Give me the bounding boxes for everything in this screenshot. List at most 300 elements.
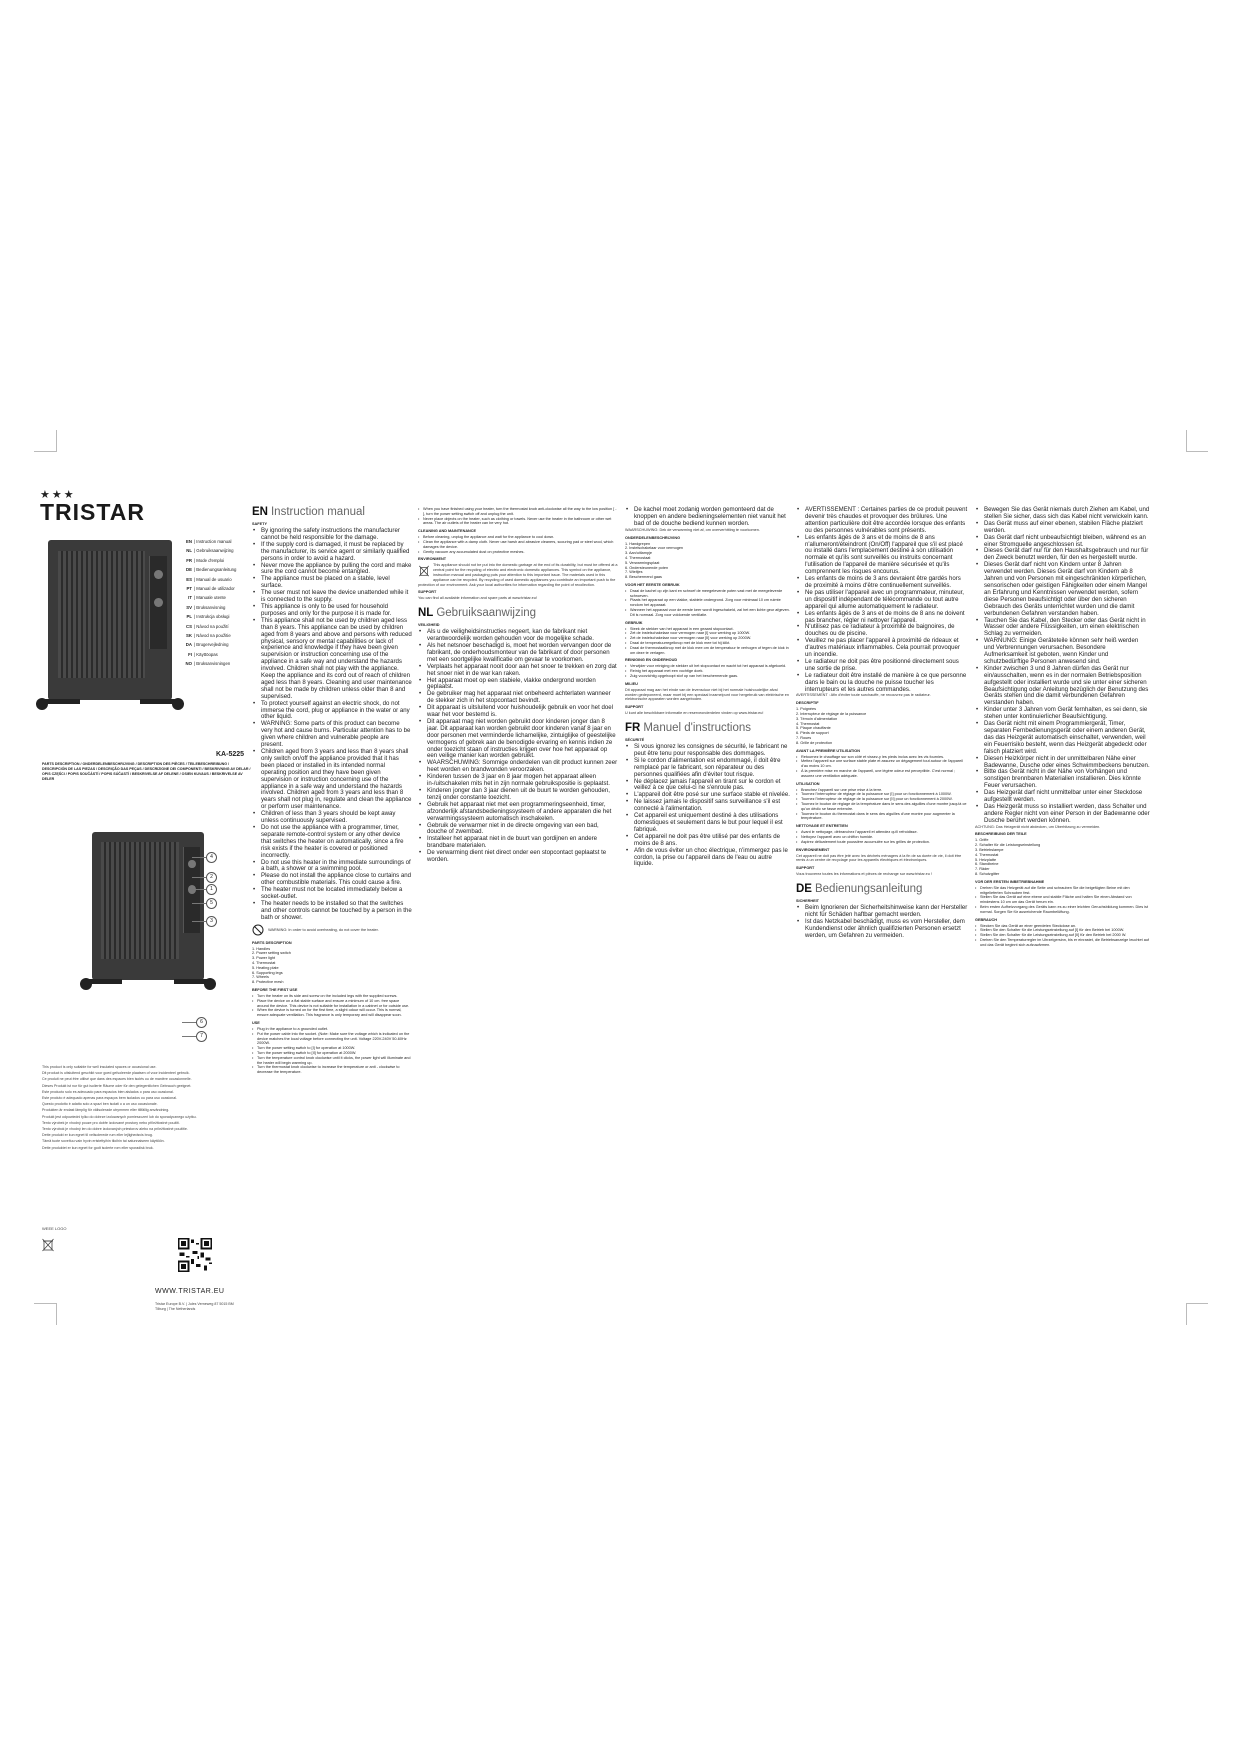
language-item [180,659,246,668]
list-item: • Never move the appliance by pulling the cord and make sure the cord cannot become entangled. [261,563,412,577]
safety-heading: SICHERHEIT [796,898,819,903]
warning-note [252,922,412,938]
list-item: 2. Instelschakelaar voor vermogen [625,546,684,551]
section-title [796,883,968,896]
list-item: • Wanneer het apparaat voor de eerste keer wordt ingeschakeld, zal het een lichte geur afgeven. Dit is normaal. Zorg voor voldoende ventilatie. [630,608,790,618]
list-item: 3. Témoin d'alimentation [796,716,838,721]
list-item: • Turn the thermostat knob clockwise to increase the temperature or anti - clockwise to decrease the temperature. [257,1065,412,1075]
list-item: 3. Betriebslampe [975,848,1004,853]
list-item: • If the supply cord is damaged, it must be replaced by the manufacturer, its service agent or similarly qualified persons in order to avoid a hazard. [261,542,412,563]
product-disclaimers [42,1064,242,1151]
list-item: • Retournez le chauffage sur son côté et vissez-y les pieds inclus avec les vis fournies. [801,755,968,760]
language-item [180,603,246,612]
disclaimer-line: Tento výrobek je vhodný pouze pro dobře izolované prostory nebo příležitostné použití. [42,1120,181,1125]
disclaimer-line: Dieses Produkt ist nur für gut isolierte Räume oder für den gelegentlichen Gebrauch geeignet. [42,1083,192,1088]
safety-list [252,528,412,922]
list-item: • Branchez l'appareil sur une prise mise à la terre. [801,788,968,793]
environment-text: Cet appareil ne doit pas être jeté avec les déchets ménagers à la fin de sa durée de vie, il doit être remis à un centre de recyclage pour les appareils électriques et électroniques. [796,853,962,863]
use-list [252,1027,412,1075]
list-item: • Turn the power setting switch to [II] for operation at 2000W. [257,1051,412,1056]
manual-section-en [252,506,412,1075]
wheel-icon [80,978,92,990]
company-address: Tristar Europe B.V. | Jules Verneweg 87 5015 BM Tilburg | The Netherlands [155,1302,234,1311]
crop-mark [56,430,57,452]
list-item: • Gebruik de verwarmer niet in de directe omgeving van een bad, douche of zwembad. [427,823,618,837]
environment-heading: MILIEU [625,681,638,686]
list-item: 7. Räder [975,867,990,872]
language-item [180,556,246,565]
list-item: • Les enfants de moins de 3 ans devraient être gardés hors de proximité à moins d'être continuellement surveillés. [805,576,968,590]
brand-logo [40,488,145,526]
section-title [625,722,790,735]
environment-text [418,563,618,587]
list-item: • N'utilisez pas ce radiateur à proximité de baignoires, de douches ou de piscine. [805,624,968,638]
callout-line [192,877,206,878]
list-item: • Les enfants âgés de 3 ans et de moins de 8 ans ne doivent pas brancher, régler ni nettoyer l'appareil. [805,611,968,625]
list-item: • Diesen Heizkörper nicht in der unmittelbaren Nähe einer Badewanne, Dusche oder eines Schwimmbeckens benutzen. [984,756,1150,770]
wheel-icon [172,698,184,710]
parts-list [625,542,790,580]
list-item: • Si vous ignorez les consignes de sécurité, le fabricant ne peut être tenu pour responsable des dommages. [634,744,790,758]
support-text: You can find all available information and spare parts at www.tristar.eu! [418,596,537,601]
environment-text: Dit apparaat mag aan het einde van de levensduur niet bij het normale huishoudelijke afval worden gedeponeerd, maar moet bij een speciaal inzamelpunt voor hergebruik van elektrische en elektronische apparaten worden aangeboden. [625,687,789,702]
callout-number: 7 [196,1031,207,1042]
language-item [180,650,246,659]
disclaimer-line: This product is only suitable for well insulated spaces or occasional use. [42,1065,157,1069]
list-item: • WARNING: Some parts of this product can become very hot and cause burns. Particular attention has to be given where children and vulnerable people are present. [261,721,412,749]
list-item: • Draai de kachel op zijn kant en schroef de meegeleverde poten vast met de meegeleverde schroeven. [630,589,790,599]
list-item: • Si le cordon d'alimentation est endommagé, il doit être remplacé par le fabricant, son réparateur ou des personnes qualifiées afin d'éviter tout risque. [634,758,790,779]
use-heading: USE [252,1021,260,1026]
list-item: • Dit apparaat mag niet worden gebruikt door kinderen jonger dan 8 jaar. Dit apparaat kan worden gebruikt door kinderen vanaf 8 jaar en door personen met verminderde lichamelijke, zintuiglijke of geestelijke vermogens of gebrek aan de benodigde ervaring en kennis indien ze onder toezicht staan of instructies krijgen over hoe het apparaat op een veilige manier kan worden gebruikt. [427,719,618,760]
list-item: • This appliance is only to be used for household purposes and only for the purpose it is made for. [261,604,412,618]
crop-mark [1186,1303,1208,1304]
language-label: | Bruksanvisningen [194,661,231,667]
list-item: • Before cleaning, unplug the appliance and wait for the appliance to cool down. [423,535,618,540]
section-title-text: Bedienungsanleitung [814,882,923,895]
language-code: SK [186,633,192,639]
list-item: • The heater needs to be installed so that the switches and other controls cannot be touched by a person in the bath or shower. [261,901,412,922]
language-label: | Manuale utente [194,595,226,601]
list-item: 1. Handgrepen [625,541,651,546]
section-title-text: Instruction manual [270,506,365,518]
language-code: EN [186,539,192,544]
callout-number: 1 [206,884,217,895]
website-link[interactable]: WWW.TRISTAR.EU [155,1288,225,1295]
callout-line [182,1036,196,1037]
list-item: • Mettez l'appareil sur une surface stable plate et assurez un dégagement tout autour de l'appareil d'au moins 10 cm. [801,759,968,769]
language-item [180,631,246,640]
language-code: FI [188,651,192,657]
list-item: • When you have finished using your heater, turn the thermostat knob anti-clockwise all the way to the low position [ - ], turn the power setting switch off and unplug the unit. [423,507,618,517]
parts-heading: PARTS DESCRIPTION [252,940,292,945]
list-item: • Das Gerät muss auf einer ebenen, stabilen Fläche platziert werden. [984,521,1150,535]
list-item: • Le radiateur ne doit pas être positionné directement sous une sortie de prise. [805,659,968,673]
language-label: | Instrukcja obsługi [194,614,230,620]
language-code: NO [185,661,192,667]
list-item: • Turn the temperature control knob clockwise until it clicks, the power light will illuminate and the heater will begin warming up. [257,1056,412,1066]
list-item: • Aspirez délicatement toute poussière accumulée sur les grilles de protection. [801,840,968,845]
language-item [180,584,246,593]
list-item: • Tournez le bouton de réglage de la température dans le sens des aiguilles d'une montre jusqu'à ce qu'un déclic se fasse entendre. [801,802,968,812]
list-item: • Reinig het apparaat met een vochtige doek. [630,669,790,674]
disclaimer-line: Questo prodotto è adatto solo a spazi ben isolati o a un uso occasionale. [42,1102,158,1107]
list-item: • Kinder unter 3 Jahren vom Gerät fernhalten, es sei denn, sie stehen unter kontinuierlicher Beaufsichtigung. [984,707,1150,721]
manual-section-fr-continued [796,507,968,940]
list-item: • Zuig voorzichtig opgehoopt stof op van het beschermende gaas. [630,674,790,679]
list-item: • Plug in the appliance to a grounded outlet. [257,1027,412,1032]
language-code: EN [252,506,268,518]
list-item: • Ist das Netzkabel beschädigt, muss es vom Hersteller, dem Kundendienst oder ähnlich qualifizierten Personen ersetzt werden, um Gefahren zu vermeiden. [805,919,968,940]
list-item: 6. Standbeine [975,862,999,867]
language-item [180,622,246,631]
callout-line [182,1022,196,1023]
parts-list [252,947,412,985]
list-item: • WARNUNG: Einige Geräteteile können sehr heiß werden und Verbrennungen verursachen. Besondere Aufmerksamkeit ist geboten, wenn Kinder und schutzbedürftige Personen anwesend sind. [984,638,1150,666]
callout-number: 5 [206,898,217,909]
list-item: • The heater must not be located immediately below a socket-outlet. [261,887,412,901]
list-item: • Bitte das Gerät nicht in der Nähe von Vorhängen und sonstigen brennbaren Materialien installieren. Dies könnte Feuer verursachen. [984,769,1150,790]
section-title [418,607,618,620]
list-item: • Draai de temperatuurregelknop met de klok mee tot hij klikt. [630,641,790,646]
list-item: 4. Thermostat [796,721,820,726]
environment-body: This appliance should not be put into the domestic garbage at the end of its durability, but must be offered at a central point for the recycling of electric and electronic domestic appliances. This symbol on the appliance, instruction manual and packaging puts your attention to this important issue. The materials used in this appliance can be recycled. By recycling of used domestic appliances you contribute an important push to the protection of our environment. Ask your local authorities for information regarding the point of recollection. [418,563,618,587]
list-item: • Do not use the appliance with a programmer, timer, separate remote-control system or any other device that switches the heater on automatically, since a fire risk exists if the heater is covered or positioned incorrectly. [261,825,412,860]
list-item: • Das Gerät darf nicht unbeaufsichtigt bleiben, während es an einer Stromquelle angeschlossen ist. [984,535,1150,549]
list-item: • De kachel moet zodanig worden gemonteerd dat de knoppen en andere bedieningselementen niet vanuit het bad of de douche bediend kunnen worden. [634,507,790,528]
list-item: • Gebruik het apparaat niet met een programmeringseenheid, timer, afzonderlijk afstandsbedieningssysteem of andere apparaten die het verwarmingssysteem automatisch inschakelen. [427,802,618,823]
qr-code-icon [178,1238,212,1272]
list-item: • Als u de veiligheidsinstructies negeert, kan de fabrikant niet verantwoordelijk worden gehouden voor de mogelijke schade. [427,629,618,643]
warning-note-text: WARNING: In order to avoid overheating, do not cover the heater. [268,927,379,932]
use-list [625,627,790,656]
warning-note: AVERTISSEMENT : Afin d'éviter toute surchauffe, ne recouvrez pas le radiateur. [796,693,931,698]
list-item: • Turn the power setting switch to [I] for operation at 1000W. [257,1046,412,1051]
crop-mark [1186,1303,1187,1325]
language-item [180,593,246,602]
use-list-continued [418,507,618,526]
cleaning-list [418,535,618,554]
language-label: | Gebruiksaanwijzing [194,548,234,554]
disclaimer-line: Ce produit ne peut être utilisé que dans des espaces bien isolés ou de manière occasionnelle. [42,1077,192,1082]
language-code: NL [186,548,192,554]
use-heading: GEBRAUCH [975,917,997,922]
parts-list [975,838,1150,876]
language-label: | Mode d'emploi [194,557,225,563]
language-item [180,640,246,649]
first-use-heading: AVANT LA PREMIÈRE UTILISATION [796,748,860,753]
language-item [180,565,246,574]
disclaimer-line: Este producto solo es adecuado para espacios bien aislados o para uso ocasional. [42,1089,174,1094]
list-item: 2. Power setting switch [252,951,291,956]
list-item: 2. Interrupteur de réglage de la puissance [796,712,867,717]
support-heading: SUPPORT [625,705,644,710]
list-item: • Dit apparaat is uitsluitend voor huishoudelijk gebruik en voor het doel waar het voor bestemd is. [427,705,618,719]
language-code: SV [186,604,192,610]
list-item: • Das Heizgerät darf nicht unmittelbar unter einer Steckdose aufgestellt werden. [984,790,1150,804]
list-item: • L'appareil doit être posé sur une surface stable et nivelée. [634,792,790,799]
list-item: • This appliance shall not be used by children aged less than 8 years. This appliance can be used by children aged from 8 years and above and persons with reduced physical, sensory or mental capabilities or lack of experience and knowledge if they have been given supervision or instruction concerning use of the appliance in a safe way and understand the hazards involved. Children shall not play with the appliance. Keep the appliance and its cord out of reach of children aged less than 8 years. Cleaning and user maintenance shall not be made by children unless older than 8 and supervised. [261,618,412,701]
list-item: • Do not use this heater in the immediate surroundings of a bath, a shower or a swimming pool. [261,860,412,874]
disclaimer-line: Tento výrobok je vhodný len do dobre izolovaných priestorov alebo na príležitostné použitie. [42,1127,188,1132]
first-use-list [252,994,412,1018]
list-item: 1. Griffe [975,838,989,843]
list-item: • Das Gerät nicht mit einem Programmiergerät, Timer, separaten Fernbedienungsgerät oder einem anderen Gerät, das das Heizgerät automatisch einschaltet, verwenden, weil ein Feuerrisiko besteht, wenn das Heizgerät abgedeckt oder falsch platziert wird. [984,721,1150,756]
support-text: U kunt alle beschikbare informatie en reserveonderdelen vinden op www.tristar.eu! [625,711,764,716]
list-item: • Never place objects on the heater, such as clothing or towels. Never use the heater in the bathroom or other wet areas. The air outlets of the heater can be very hot. [423,517,618,527]
list-item: 8. Grille de protection [796,740,833,745]
list-item: • Kinderen tussen de 3 jaar en 8 jaar mogen het apparaat alleen in-/uitschakelen mits het in zijn normale gebruikspositie is geplaatst. [427,774,618,788]
list-item: 5. Heizplatte [975,857,997,862]
language-code: CS [186,623,192,629]
language-item [180,575,246,584]
section-title-text: Gebruiksaanwijzing [436,607,537,620]
list-item: • Beim Ignorieren der Sicherheitshinweise kann der Hersteller nicht für Schäden haftbar gemacht werden. [805,905,968,919]
callout-number: 4 [206,852,217,863]
language-code: DE [186,567,192,573]
manual-section-en-continued [418,507,618,864]
list-item: 5. Verwarmingsplaat [625,560,660,565]
list-item: • Stellen Sie den Schalter für die Leistungseinstellung auf [I] für den Betrieb bei 1000W. [980,928,1150,933]
parts-heading: ONDERDELENBESCHRIJVING [625,535,681,540]
safety-list [625,744,790,868]
parts-list [796,707,968,745]
thermostat-knob-icon [154,570,163,579]
disclaimer-line: Tämä tuote soveltuu vain hyvin eristettyihin tiloihin tai satunnaiseen käyttöön. [42,1139,165,1144]
list-item: • Nettoyez l'appareil avec un chiffon humide. [801,835,968,840]
list-item: • Bewegen Sie das Gerät niemals durch Ziehen am Kabel, und stellen Sie sicher, dass sich das Kabel nicht verwickeln kann. [984,507,1150,521]
safety-list-continued [975,507,1150,825]
safety-list [418,629,618,864]
callout-line [192,921,206,922]
list-item: • De verwarming dient niet direct onder een stopcontact geplaatst te worden. [427,850,618,864]
list-item: 6. Pieds de support [796,731,829,736]
list-item: • Beim ersten Aufheizvorgang des Geräts kann es zu einer leichten Geruchsbildung kommen. Dies ist normal. Sorgen Sie für ausreichende Raumbelüftung. [980,905,1150,915]
crossed-bin-icon [418,565,430,577]
list-item: • Veuillez ne pas placer l'appareil à proximité de rideaux et d'autres matériaux inflammables. Cela pourrait provoquer un incendie. [805,638,968,659]
list-item: 4. Thermostaat [625,555,651,560]
list-item: • Children aged from 3 years and less than 8 years shall only switch on/off the appliance provided that it has been placed or installed in its intended normal operating position and they have been given supervision or instruction concerning use of the appliance in a safe way and understand the hazards involved. Children aged from 3 years and less than 8 years shall not plug in, regulate and clean the appliance or perform user maintenance. [261,749,412,811]
list-item: • The user must not leave the device unattended while it is connected to the supply. [261,590,412,604]
crop-mark [1186,430,1187,452]
list-item: 5. Heating plate [252,965,279,970]
list-item: • Please do not install the appliance close to curtains and other combustible materials. This could cause a fire. [261,873,412,887]
thermostat-knob-icon [188,860,196,869]
model-number: KA-5225 [216,751,245,758]
list-item: 8. Beschermend gaas [625,575,662,580]
power-switch-icon [154,598,163,607]
callout-number: 3 [206,916,217,927]
parts-description-header: PARTS DESCRIPTION / ONDERDELENBESCHRIJVING / DESCRIPTION DES PIÈCES / TEILEBESCHREIBUNG / DESCRIPCIÓN DE LAS PIEZAS / DESCRIÇÃO DAS PEÇAS / DESCRIZIONE DEI COMPONENTI / BESKRIVNING AV DELAR / OPIS CZĘŚCI / POPIS SOUČÁSTÍ / POPIS SÚČASTÍ / BESKRIVELSE AF DELENE / OSIEN KUVAUS / BESKRIVELSE AV DELER [42,762,251,781]
crop-mark [34,451,56,452]
brand-stars: ★★★ [40,488,76,501]
language-code: FR [625,722,641,735]
support-heading: SUPPORT [796,866,815,871]
list-item: 2. Schalter für die Leistungseinstellung [975,843,1041,848]
support-heading: SUPPORT [418,590,437,595]
language-code: ES [186,576,192,582]
safety-list-continued [796,507,968,693]
list-item: 3. Aan/uitlampje [625,551,653,556]
list-item: • Zet de instelschakelaar voor vermogen naar [I] voor werking op 1000W. [630,631,790,636]
language-code: DA [185,642,192,648]
manual-section-nl-continued [625,507,790,868]
warning-note: WAARSCHUWING: Dek de verwarming niet af, om oververhitting te voorkomen. [625,527,760,532]
language-code: PL [186,614,192,620]
use-heading: UTILISATION [796,781,820,786]
list-item: • AVERTISSEMENT : Certaines parties de ce produit peuvent devenir très chaudes et provoquer des brûlures. Une attention particulière doit être accordée lorsque des enfants ou des personnes vulnérables sont présents. [805,507,968,535]
list-item: • Stellen Sie das Gerät auf eine ebene und stabile Fläche und halten Sie einen Abstand von mindestens 10 cm um das Gerät herum ein. [980,895,1150,905]
list-item: • Le radiateur doit être installé de manière à ce que personne dans le bain ou la douche ne puisse toucher les interrupteurs et les autres commandes. [805,673,968,694]
safety-heading: VEILIGHEID [418,623,440,628]
disclaimer-line: Produkt jest odpowiedni tylko do dobrze izolowanych pomieszczeń lub do sporadycznego użytku. [42,1114,197,1119]
first-use-list [625,589,790,618]
list-item: • Kinderen jonger dan 3 jaar dienen uit de buurt te worden gehouden, tenzij onder constante toezicht. [427,788,618,802]
list-item: 8. Schutzgitter [975,872,1000,877]
safety-list-continued [625,507,790,528]
use-list [796,788,968,822]
first-use-list [975,886,1150,915]
list-item: • The appliance must be placed on a stable, level surface. [261,576,412,590]
language-code: DE [796,882,812,895]
first-use-list [796,755,968,779]
cleaning-list [625,664,790,678]
heater-fins [58,551,145,677]
language-label: | Návod na použitie [194,633,231,639]
list-item: 7. Wieltjes [625,570,643,575]
heater-fins [101,842,179,959]
language-label: | Bruksanvisning [194,604,226,610]
callout-line [192,857,206,858]
list-item: 6. Supporting legs [252,970,283,975]
list-item: • Children of less than 3 years should be kept away unless continuously supervised. [261,811,412,825]
crossed-bin-icon [42,1238,54,1252]
list-item: 3. Power light [252,956,276,961]
language-code: IT [188,595,192,601]
list-item: • Zet de instelschakelaar voor vermogen naar [II] voor werking op 2000W. [630,636,790,641]
list-item: 7. Wheels [252,975,269,980]
recycle-label: WEEE LOGO [42,1226,67,1231]
list-item: • Cet appareil ne doit pas être utilisé par des enfants de moins de 8 ans. [634,834,790,848]
list-item: • Clean the appliance with a damp cloth. Never use harsh and abrasive cleaners, scouring pad or steel wool, which damages the device. [423,540,618,550]
list-item: 4. Thermostat [975,852,999,857]
list-item: • De gebruiker mag het apparaat niet onbeheerd achterlaten wanneer de stekker zich in het stopcontact bevindt. [427,691,618,705]
manual-section-de-continued [975,507,1150,948]
list-item: • Als het netsnoer beschadigd is, moet het worden vervangen door de fabrikant, de onderhoudsmonteur van de fabrikant of door personen met een soortgelijke kwalificatie om gevaar te voorkomen. [427,643,618,664]
callout-number: 2 [206,872,217,883]
list-item: • Tournez l'interrupteur de réglage de la puissance sur [I] pour un fonctionnement à 1000W. [801,792,968,797]
section-title [252,506,412,519]
callout-line [192,903,206,904]
list-item: • Tournez l'interrupteur de réglage de la puissance sur [II] pour un fonctionnement à 2000W. [801,797,968,802]
safety-list [796,905,968,940]
language-label: | Bedienungsanleitung [194,567,237,573]
list-item: • WAARSCHUWING: Sommige onderdelen van dit product kunnen zeer heet worden en brandwonden veroorzaken. [427,760,618,774]
wheel-icon [36,698,48,710]
list-item: • Ne déplacez jamais l'appareil en tirant sur le cordon et veillez à ce que celui-ci ne s'enroule pas. [634,779,790,793]
list-item: • Stecken Sie das Gerät an einer geerdeten Steckdose an. [980,924,1150,929]
do-not-cover-icon [252,924,264,936]
list-item: 7. Roues [796,736,812,741]
use-list [975,924,1150,948]
language-code: NL [418,607,434,620]
language-list [180,537,246,669]
section-title-text: Manuel d'instructions [643,722,752,735]
language-item [180,612,246,621]
list-item: • Kinder zwischen 3 und 8 Jahren dürfen das Gerät nur ein/ausschalten, wenn es in der normalen Betriebsposition aufgestellt oder installiert wurde und sie unter einer sicheren Beaufsichtigung oder Anleitung bezüglich der Benutzung des Geräts stehen und die damit verbundenen Gefahren verstanden haben. [984,666,1150,707]
crop-mark [56,1303,57,1325]
list-item: • Afin de vous éviter un choc électrique, n'immergez pas le cordon, la prise ou l'appareil dans de l'eau ou autre liquide. [634,848,790,869]
list-item: • Steek de stekker van het apparaat in een geaard stopcontact. [630,627,790,632]
language-label: | Manual de usuario [194,576,232,582]
heater-parts-diagram [92,832,204,980]
callout-line [192,889,206,890]
list-item: • Cet appareil est uniquement destiné à des utilisations domestiques et seulement dans le but pour lequel il est fabriqué. [634,813,790,834]
support-text: Vous trouverez toutes les informations et pièces de rechange sur www.tristar.eu ! [796,872,932,877]
list-item: • Tournez le bouton du thermostat dans le sens des aiguilles d'une montre pour augmenter la température. [801,812,968,822]
list-item: • À la première mise en marche de l'appareil, une légère odeur est perceptible. C'est normal ; assurez une ventilation adéquate. [801,769,968,779]
language-code: PT [186,586,192,592]
cleaning-heading: CLEANING AND MAINTENANCE [418,529,477,534]
parts-heading: BESCHREIBUNG DER TEILE [975,832,1027,837]
list-item: • Put the power cable into the socket. (Note: Make sure the voltage which is indicated on the device matches the local voltage before connecting the unit. Voltage 220V-240V 50-60Hz 2000W. [257,1032,412,1046]
list-item: 1. Poignées [796,707,817,712]
parts-heading: DESCRIPTIF [796,701,819,706]
list-item: 6. Ondersteunende poten [625,565,669,570]
wheel-icon [204,978,216,990]
environment-heading: ENVIRONMENT [418,557,447,562]
disclaimer-line: Dit product is uitsluitend geschikt voor goed geïsoleerde plaatsen of voor incidenteel gebruik. [42,1071,190,1076]
list-item: • Place the device on a flat stable surface and ensure a minimum of 10 cm. free space around the device. This device is not suitable for installation in a cabinet or for outside use. [257,999,412,1009]
first-use-heading: BEFORE THE FIRST USE [252,988,298,993]
first-use-heading: VOOR HET EERSTE GEBRUIK [625,582,680,587]
list-item: • Turn the heater on its side and screw on the included legs with the supplied screws. [257,994,412,999]
list-item: • Das Heizgerät muss so installiert werden, dass Schalter und andere Regler nicht von einer Person in der Badewanne oder Dusche berührt werden können. [984,804,1150,825]
language-label: | Käyttöopas [194,651,218,657]
list-item: 8. Protective mesh [252,980,284,985]
crop-mark [34,1303,56,1304]
language-label: | Návod na použití [194,623,229,629]
crop-mark [1186,451,1208,452]
cleaning-heading: NETTOYAGE ET ENTRETIEN [796,824,848,829]
safety-heading: SÉCURITÉ [625,738,645,743]
list-item: • Stellen Sie den Schalter für die Leistungseinstellung auf [II] für den Betrieb bei 2000 W. [980,933,1150,938]
language-item [180,537,246,546]
list-item: • Installeer het apparaat niet in de buurt van gordijnen en andere brandbare materialen. [427,836,618,850]
use-heading: GEBRUIK [625,620,643,625]
list-item: 1. Handles [252,946,271,951]
list-item: • Ne laissez jamais le dispositif sans surveillance s'il est connecté à l'alimentation. [634,799,790,813]
list-item: • Ne pas utiliser l'appareil avec un programmateur, minuteur, un dispositif indépendant de télécommande ou tout autre appareil qui allume automatiquement le radiateur. [805,590,968,611]
list-item: • Drehen Sie das Heizgerät auf die Seite und schrauben Sie die beigefügten Beine mit den mitgelieferten Schrauben fest. [980,886,1150,896]
list-item: • Verplaats het apparaat nooit door aan het snoer te trekken en zorg dat het snoer niet in de war kan raken. [427,664,618,678]
list-item: • Plaats het apparaat op een vlakke, stabiele ondergrond. Zorg voor minimaal 10 cm ruimte rondom het apparaat. [630,598,790,608]
callout-number: 6 [196,1017,207,1028]
list-item: • Dieses Gerät darf nicht von Kindern unter 8 Jahren verwendet werden. Dieses Gerät darf von Kindern ab 8 Jahren und von Personen mit eingeschränkten körperlichen, sensorischen oder geistigen Fähigkeiten oder einem Mangel an Erfahrung und Kenntnissen verwendet werden, sofern diese Personen beaufsichtigt oder über den sicheren Gebrauch des Geräts unterrichtet wurden und die damit verbundenen Gefahren verstanden haben. [984,562,1150,617]
list-item: • Les enfants âgés de 3 ans et de moins de 8 ans n'allumeront/éteindront (On/Off) l'appareil que s'il est placé ou installé dans l'emplacement destiné à son utilisation normale et qu'ils sont surveillés ou instruits concernant l'utilisation de l'appareil de manière sécurisée et qu'ils comprennent les risques encourus. [805,535,968,576]
first-use-heading: VOR DER ERSTEN INBETRIEBNAHME [975,879,1045,884]
disclaimer-line: Produkten är endast lämplig för välisolerade utrymmen eller tillfällig användning. [42,1108,170,1113]
list-item: 4. Thermostat [252,961,276,966]
cleaning-list [796,830,968,844]
disclaimer-line: Dette produkt er kun egnet til velisolerede rum eller lejlighedsvis brug. [42,1133,153,1138]
safety-heading: SAFETY [252,522,267,526]
list-item: • Drehen Sie den Temperaturregler im Uhrzeigersinn, bis er einrastet, die Betriebsanzeige leuchtet auf und das Gerät beginnt sich aufzuwärmen. [980,938,1150,948]
heater-product-image [48,540,172,700]
brand-name: TRISTAR [40,499,145,525]
list-item: • Draai de thermostaatknop met de klok mee om de temperatuur te verhogen of tegen de klok in om deze te verlagen. [630,646,790,656]
language-label: | Manual de utilizador [194,586,235,592]
